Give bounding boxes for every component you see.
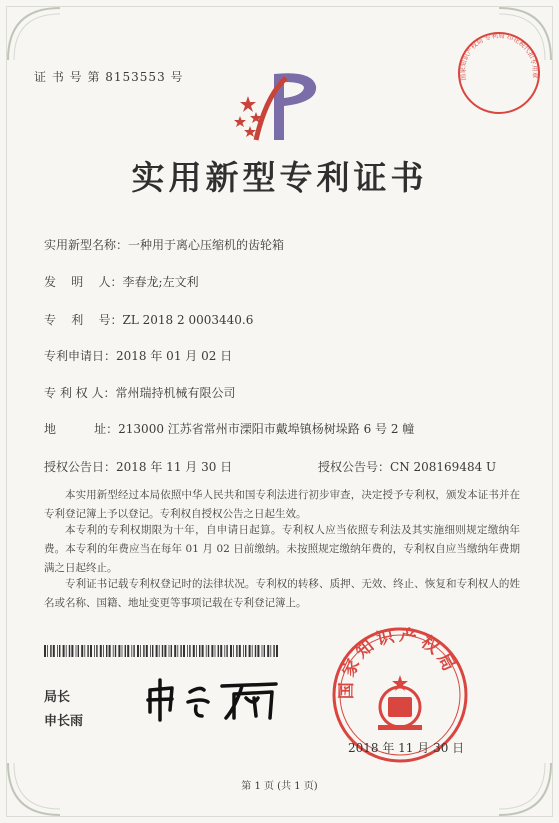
field-value: 一种用于离心压缩机的齿轮箱 bbox=[128, 238, 285, 252]
patent-number-row bbox=[44, 311, 253, 328]
utility-model-name-row bbox=[44, 236, 284, 253]
barcode-icon bbox=[44, 645, 280, 657]
field-value: ZL 2018 2 0003440.6 bbox=[122, 313, 254, 327]
handwritten-signature-icon bbox=[142, 676, 282, 722]
seal-date: 2018 年 11 月 30 日 bbox=[348, 741, 465, 755]
field-label: 专 利 权 人： bbox=[44, 386, 116, 400]
field-label: 实用新型名称： bbox=[44, 238, 129, 252]
address-row bbox=[44, 420, 414, 437]
field-value: CN 208169484 U bbox=[390, 460, 497, 474]
field-value: 常州瑞持机械有限公司 bbox=[115, 386, 236, 400]
svg-text:国家知识产权局: 国家知识产权局 bbox=[336, 625, 461, 700]
field-label: 专 利 号： bbox=[44, 313, 123, 327]
field-label: 发 明 人： bbox=[44, 275, 123, 289]
paragraph-examination: 本实用新型经过本局依照中华人民共和国专利法进行初步审查，决定授予专利权，颁发本证书并在专利登记簿上予以登记。专利权自授权公告之日起生效。 bbox=[44, 489, 520, 520]
field-value: 2018 年 11 月 30 日 bbox=[116, 460, 233, 474]
svg-text:国家知识产权局 专利局 印花税代扣专用章: 国家知识产权局 专利局 印花税代扣专用章 bbox=[458, 31, 540, 81]
field-value: 2018 年 01 月 02 日 bbox=[116, 349, 233, 363]
field-label: 授权公告号： bbox=[318, 460, 391, 474]
certificate-number: 证 书 号 第 8153553 号 bbox=[34, 70, 184, 84]
patent-office-logo-icon bbox=[226, 66, 326, 150]
certificate-title: 实用新型专利证书 bbox=[131, 158, 428, 197]
page-footer: 第 1 页 (共 1 页) bbox=[241, 781, 318, 792]
field-label: 专利申请日： bbox=[44, 349, 117, 363]
field-label: 授权公告日： bbox=[44, 460, 117, 474]
director-title: 局长 bbox=[44, 690, 71, 705]
paragraph-term: 本专利的专利权期限为十年，自申请日起算。专利权人应当依照专利法及其实施细则规定缴纳年费。本专利的年费应当在每年 01 月 02 日前缴纳。未按照规定缴纳年费的，专利权自应当缴纳年费期满之日起终止。 bbox=[44, 524, 520, 574]
field-label: 地 址： bbox=[44, 422, 119, 436]
tax-stamp-seal-icon bbox=[456, 30, 542, 116]
filing-date-row bbox=[44, 347, 232, 364]
field-value: 213000 江苏省常州市溧阳市戴埠镇杨树垛路 6 号 2 幢 bbox=[118, 422, 415, 436]
corner-ornament-icon bbox=[4, 4, 64, 64]
patentee-row bbox=[44, 384, 235, 401]
grant-number-row bbox=[318, 458, 496, 475]
grant-date-row bbox=[44, 458, 232, 475]
field-value: 李春龙;左文利 bbox=[122, 275, 199, 289]
paragraph-legal-status: 专利证书记载专利权登记时的法律状况。专利权的转移、质押、无效、终止、恢复和专利权人的姓名或名称、国籍、地址变更等事项记载在专利登记簿上。 bbox=[44, 578, 520, 609]
director-name: 申长雨 bbox=[44, 714, 84, 729]
inventor-row bbox=[44, 273, 199, 290]
